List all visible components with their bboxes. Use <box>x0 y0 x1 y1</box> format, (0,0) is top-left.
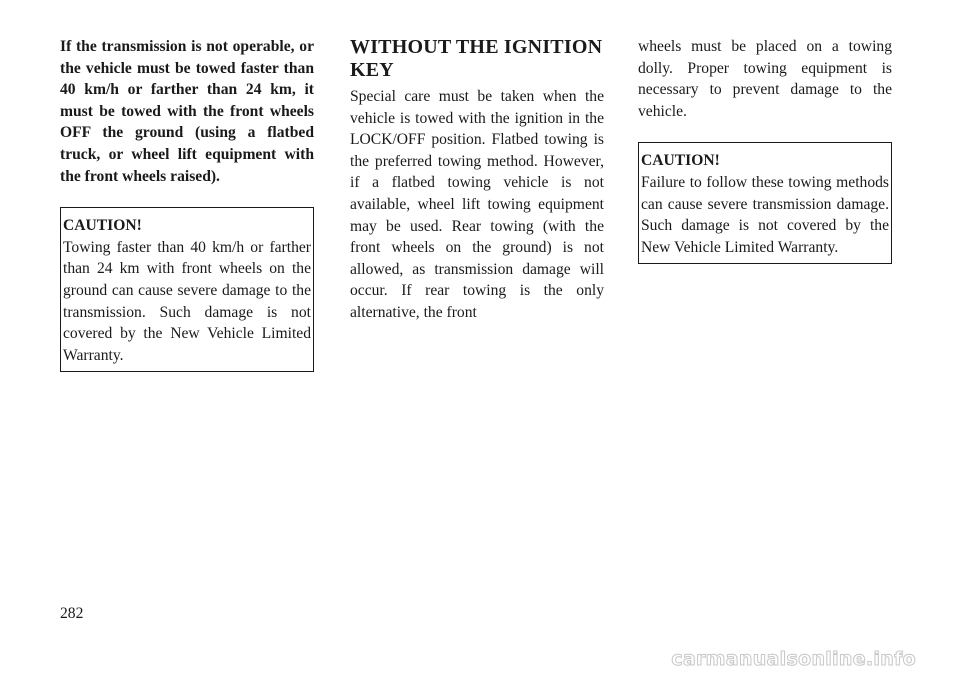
ignition-key-paragraph: Special care must be taken when the vehicle is towed with the ignition in the LOCK/OFF position. Flatbed towing is the preferred towing method. However, if a flatbed towing vehicle is not available, wheel lift towing equipment may be used. Rear towing (with the front wheels on the ground) is not allowed, as transmission damage will occur. If rear towing is the only alternative, the front <box>350 88 604 321</box>
caution-text: Towing faster than 40 km/h or farther than 24 km with front wheels on the ground can cause severe damage to the transmission. Such damage is not covered by the New Vehicle Limited Warranty. <box>63 238 311 364</box>
page-number: 282 <box>60 605 84 622</box>
column-middle <box>350 36 604 324</box>
column-left <box>60 36 314 372</box>
caution-box-towing-methods <box>638 142 892 264</box>
caution-text: Failure to follow these towing methods can cause severe transmission damage. Such damage is not covered by the New Vehicle Limited Warranty. <box>641 173 889 256</box>
towing-dolly-paragraph: wheels must be placed on a towing dolly. Proper towing equipment is necessary to prevent damage to the vehicle. <box>638 38 892 120</box>
towing-speed-warning: If the transmission is not operable, or the vehicle must be towed faster than 40 km/h or farther than 24 km, it must be towed with the front wheels OFF the ground (using a flatbed truck, or wheel lift equipment with the front wheels raised). <box>60 38 314 185</box>
column-right <box>638 36 892 264</box>
watermark: carmanualsonline.info <box>671 648 916 670</box>
caution-title: CAUTION! <box>641 152 720 170</box>
caution-box-towing-speed <box>60 207 314 372</box>
section-heading: WITHOUT THE IGNITION KEY <box>350 36 603 81</box>
caution-title: CAUTION! <box>63 217 142 235</box>
